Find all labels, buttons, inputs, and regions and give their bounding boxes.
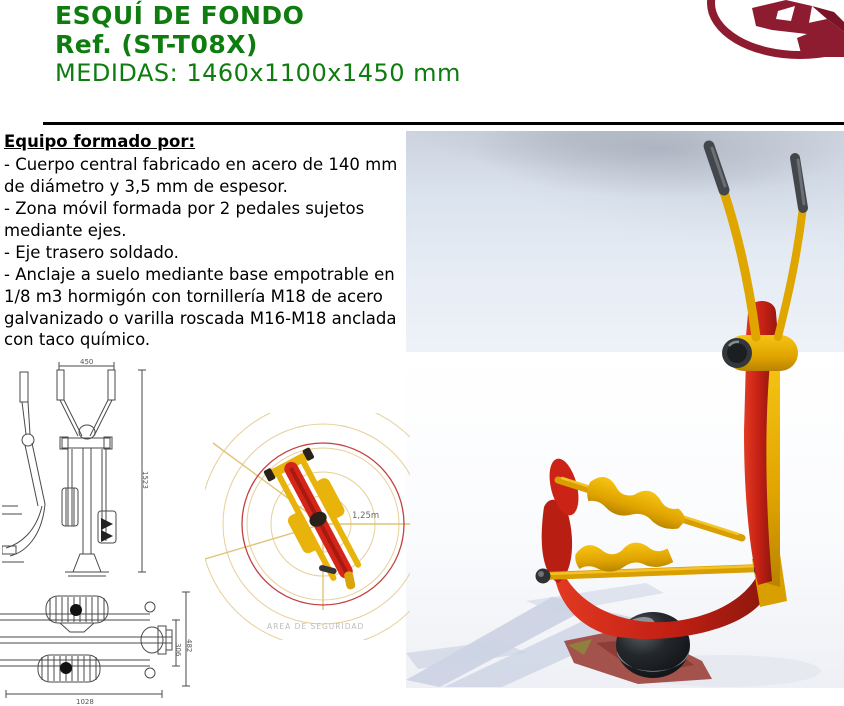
spec-item: - Cuerpo central fabricado en acero de 140 mm de diámetro y 3,5 mm de espesor. <box>4 154 398 196</box>
header-divider <box>43 122 844 125</box>
product-ref: Ref. (ST-T08X) <box>55 30 258 59</box>
upper-pedal-bar <box>558 473 742 538</box>
dim-depth: 306 <box>174 643 182 657</box>
brand-logo-icon <box>694 0 844 62</box>
dim-length: 1028 <box>76 698 94 706</box>
machine-render <box>406 131 844 688</box>
radius-label: 1,25m <box>352 511 380 521</box>
brand-logo <box>694 0 844 62</box>
spec-item: - Anclaje a suelo mediante base empotrable en 1/8 m3 hormigón con tornillería M18 de acero galvanizado o varilla roscada M16-M18 anclada con taco químico. <box>4 264 397 350</box>
dim-width: 450 <box>80 358 94 366</box>
front-view <box>57 362 146 576</box>
spec-section <box>4 131 408 351</box>
front-view-drawing <box>2 356 202 580</box>
left-grip <box>709 146 724 190</box>
spec-heading: Equipo formado por: <box>4 132 196 151</box>
safety-caption: AREA DE SEGURIDAD <box>267 622 365 631</box>
top-view-drawing <box>0 574 196 706</box>
central-column <box>744 359 780 587</box>
header <box>55 1 461 88</box>
dim-height: 1523 <box>141 471 149 489</box>
page-title: ESQUÍ DE FONDO <box>55 1 305 30</box>
product-dimensions: MEDIDAS: 1460x1100x1450 mm <box>55 59 461 87</box>
spec-item: - Zona móvil formada por 2 pedales sujetos mediante ejes. <box>4 198 365 240</box>
safety-area-diagram <box>205 413 410 640</box>
side-view <box>2 372 45 562</box>
spec-item: - Eje trasero soldado. <box>4 242 179 262</box>
product-render <box>406 131 844 688</box>
dim-width2: 482 <box>185 639 193 653</box>
top-view <box>0 592 190 698</box>
